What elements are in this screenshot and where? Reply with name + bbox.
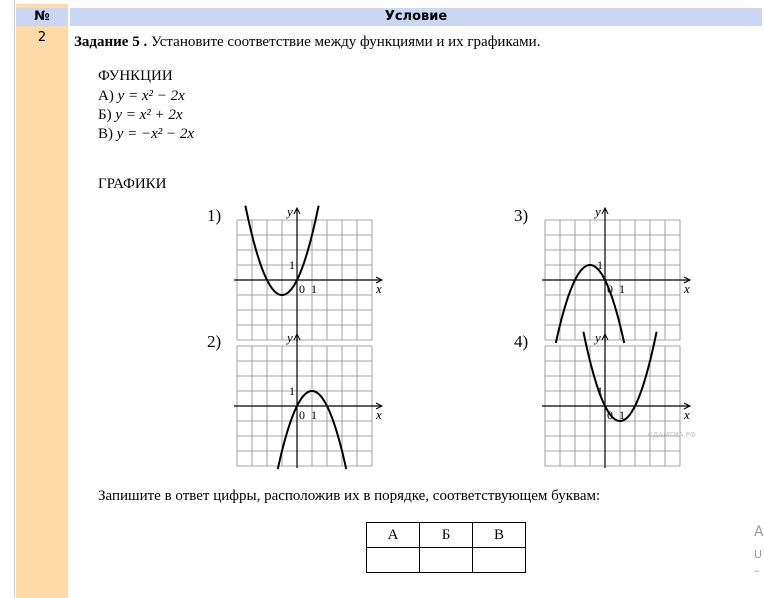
- graph-label-3: 3): [514, 206, 529, 225]
- x-tick-label: 1: [619, 408, 625, 422]
- graph-2: [232, 330, 392, 458]
- answer-instruction: Запишите в ответ цифры, расположив их в порядке, соответствующем буквам:: [98, 488, 601, 504]
- x-axis-label: x: [376, 407, 382, 422]
- y-axis-label: y: [287, 330, 293, 345]
- header-number: №: [16, 8, 68, 26]
- number-column: [16, 0, 68, 598]
- x-tick-label: 1: [311, 408, 317, 422]
- task-text: Установите соответствие между функциями и их графиками.: [150, 34, 541, 50]
- answer-header-v: В: [473, 523, 526, 548]
- x-axis-label: x: [376, 281, 382, 296]
- y-tick-label: 1: [597, 384, 603, 398]
- answer-header-b: Б: [420, 523, 473, 548]
- function-formula: y = −x² − 2x: [116, 126, 195, 142]
- origin-label: 0: [607, 282, 613, 296]
- x-tick-label: 1: [311, 282, 317, 296]
- x-axis-label: x: [684, 407, 690, 422]
- function-letter: Б): [98, 107, 112, 123]
- answer-header-a: А: [367, 523, 420, 548]
- function-formula: y = x² + 2x: [115, 107, 183, 123]
- y-axis-label: y: [595, 330, 601, 345]
- answer-cell-a[interactable]: [367, 548, 420, 573]
- y-tick-label: 1: [289, 384, 295, 398]
- graph-label-2: 2): [207, 332, 222, 351]
- function-a: [98, 88, 185, 105]
- row-number: 2: [37, 30, 47, 45]
- top-strip: [16, 0, 762, 4]
- function-v: [98, 126, 194, 143]
- function-formula: y = x² − 2x: [117, 88, 185, 104]
- task-statement: [74, 34, 540, 51]
- edge-glyph: U: [754, 548, 763, 561]
- function-letter: А): [98, 88, 114, 104]
- function-letter: В): [98, 126, 113, 142]
- answer-cell-b[interactable]: [420, 548, 473, 573]
- x-tick-label: 1: [619, 282, 625, 296]
- origin-label: 0: [299, 408, 305, 422]
- edge-glyph: A: [754, 524, 764, 540]
- watermark: СДАМГИА.РФ: [648, 431, 696, 439]
- left-border: [14, 0, 15, 598]
- answer-cell-v[interactable]: [473, 548, 526, 573]
- graphs-heading: ГРАФИКИ: [98, 176, 167, 192]
- graph-label-1: 1): [207, 206, 222, 225]
- y-axis-label: y: [287, 204, 293, 219]
- y-tick-label: 1: [289, 258, 295, 272]
- answer-table: [366, 522, 526, 573]
- graph-1: [232, 204, 392, 332]
- task-title: Задание 5 .: [74, 34, 148, 50]
- x-axis-label: x: [684, 281, 690, 296]
- graph-label-4: 4): [514, 332, 529, 351]
- header-condition: Условие: [70, 8, 762, 26]
- origin-label: 0: [607, 408, 613, 422]
- origin-label: 0: [299, 282, 305, 296]
- y-tick-label: 1: [597, 258, 603, 272]
- y-axis-label: y: [595, 204, 601, 219]
- functions-heading: ФУНКЦИИ: [98, 68, 173, 84]
- function-b: [98, 107, 183, 124]
- edge-glyph: –: [754, 564, 760, 577]
- graph-3: [540, 204, 700, 332]
